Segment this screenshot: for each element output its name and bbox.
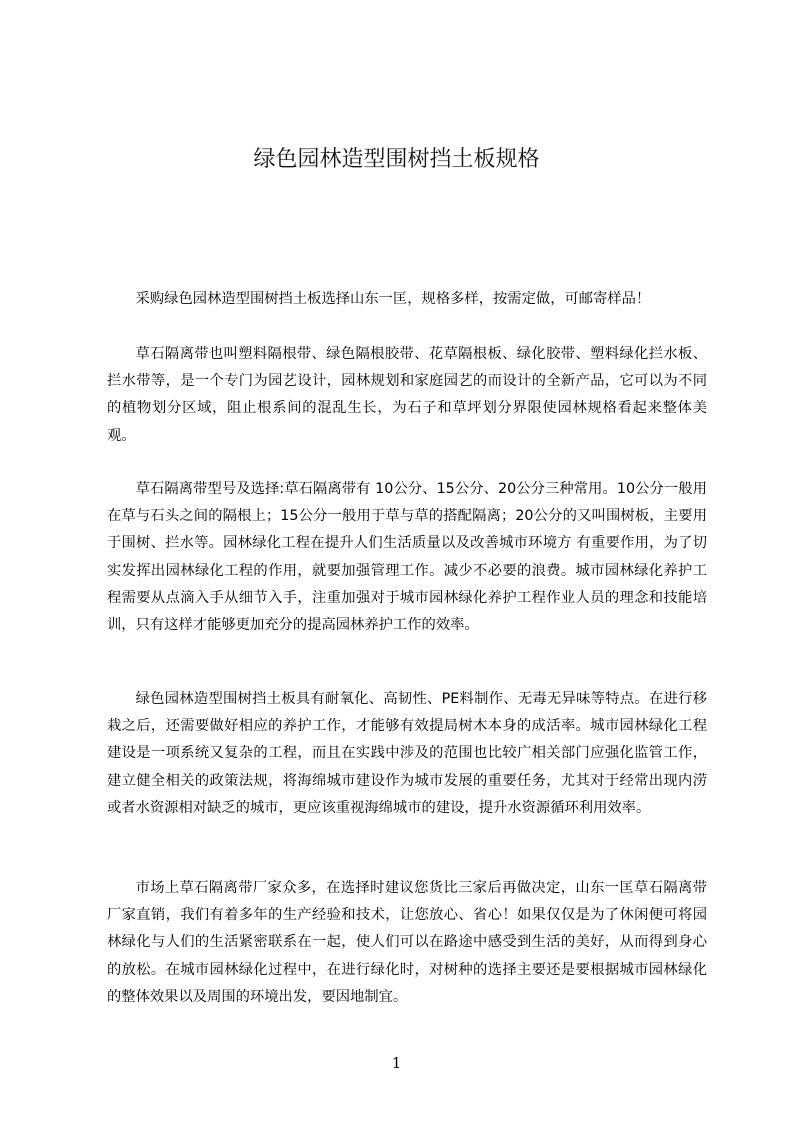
paragraph-product-description: 草石隔离带也叫塑料隔根带、绿色隔根胶带、花草隔根板、绿化胶带、塑料绿化拦水板、拦水带等，是一个专门为园艺设计，园林规划和家庭园艺的而设计的全新产品，它可以为不同的植物划分区域，阻止根系间的混乱生长，为石子和草坪划分界限使园林规格看起来整体美观。 — [107, 346, 707, 444]
page-number: 1 — [391, 1054, 402, 1072]
document-title: 绿色园林造型围树挡土板规格 — [253, 147, 540, 172]
paragraph-market: 市场上草石隔离带厂家众多，在选择时建议您货比三家后再做决定，山东一匡草石隔离带厂家直销，我们有着多年的生产经验和技术，让您放心、省心！如果仅仅是为了休闲便可将园林绿化与人们的生活紧密联系在一起，使人们可以在路途中感受到生活的美好，从而得到身心的放松。在城市园林绿化过程中，在进行绿化时，对树种的选择主要还是要根据城市园林绿化的整体效果以及周围的环境出发，要因地制宜。 — [107, 880, 707, 1005]
paragraph-features: 绿色园林造型围树挡土板具有耐氧化、高韧性、PE料制作、无毒无异味等特点。在进行移栽之后，还需要做好相应的养护工作，才能够有效提局树木本身的成活率。城市园林绿化工程建设是一项系统又复杂的工程，而且在实践中涉及的范围也比较广相关部门应强化监管工作，建立健全相关的政策法规，将海绵城市建设作为城市发展的重要任务，尤其对于经常出现内涝或者水资源相对缺乏的城市，更应该重视海绵城市的建设，提升水资源循环利用效率。 — [107, 691, 707, 816]
paragraph-intro: 采购绿色园林造型围树挡土板选择山东一匡，规格多样，按需定做，可邮寄样品！ — [135, 291, 651, 307]
paragraph-models-selection: 草石隔离带型号及选择:草石隔离带有 10公分、15公分、20公分三种常用。10公分一般用在草与石头之间的隔根上；15公分一般用于草与草的搭配隔离；20公分的又叫围树板，主要用于围树、拦水等。园林绿化工程在提升人们生活质量以及改善城市环境方 有重要作用，为了切实发挥出园林绿化工程的作用，就要加强管理工作。减少不必要的浪费。城市园林绿化养护工程需要从点滴入手从细节入手，注重加强对于城市园林绿化养护工程作业人员的理念和技能培训，只有这样才能够更加充分的提高园林养护工作的效率。 — [107, 481, 707, 634]
